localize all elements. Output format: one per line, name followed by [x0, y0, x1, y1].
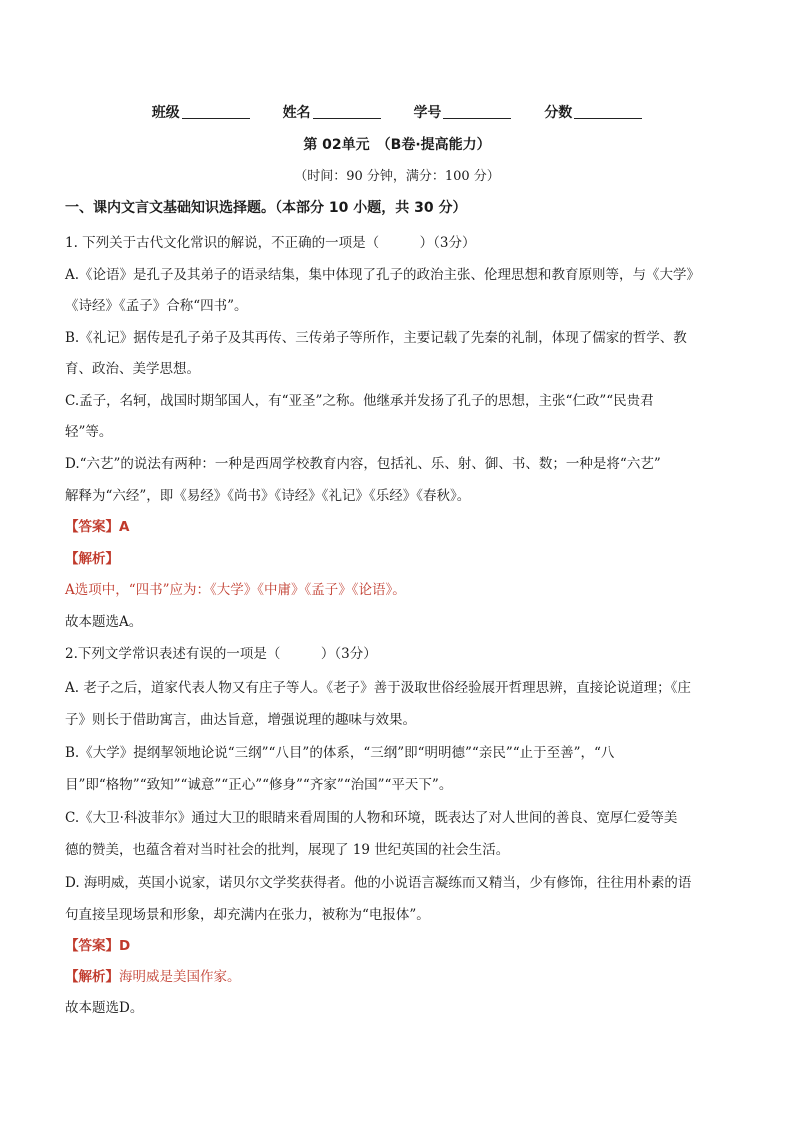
q2-analysis-label: 【解析】 — [65, 969, 119, 985]
q2-option-b-line2: 目”即“格物”“致知”“诚意”“正心”“修身”“齐家”“治国”“平天下”。 — [65, 777, 453, 793]
q1-analysis-text: A选项中，“四书”应为：《大学》《中庸》《孟子》《论语》。 — [65, 582, 406, 598]
q1-option-d-line2: 解释为“六经”，即《易经》《尚书》《诗经》《礼记》《乐经》《春秋》。 — [65, 488, 471, 504]
q2-analysis-text: 海明威是美国作家。 — [119, 969, 241, 985]
class-field[interactable]: 班级 — [152, 102, 250, 122]
q1-answer-label: 【答案】 — [65, 519, 119, 535]
name-blank[interactable] — [313, 104, 381, 119]
q2-conclusion: 故本题选D。 — [65, 1000, 144, 1016]
q1-option-b-line2: 育、政治、美学思想。 — [65, 361, 200, 377]
q1-option-c-line1: C.孟子，名轲，战国时期邹国人，有“亚圣”之称。他继承并发扬了孔子的思想，主张“仁政”“民贵君 — [65, 393, 654, 409]
section-heading: 一、课内文言文基础知识选择题。（本部分 10 小题，共 30 分） — [65, 200, 467, 216]
q1-analysis-label: 【解析】 — [65, 551, 119, 567]
name-field[interactable]: 姓名 — [283, 102, 381, 122]
q1-conclusion: 故本题选A。 — [65, 614, 143, 630]
q2-option-b-line1: B.《大学》提纲挈领地论说“三纲”“八目”的体系，“三纲”即“明明德”“亲民”“止于至善”，“八 — [65, 745, 615, 761]
q1-option-b-line1: B.《礼记》据传是孔子弟子及其再传、三传弟子等所作，主要记载了先秦的礼制，体现了儒家的哲学、教 — [65, 330, 687, 346]
q1-option-a-line2: 《诗经》《孟子》合称“四书”。 — [65, 298, 248, 314]
student-id-blank[interactable] — [443, 104, 511, 119]
q2-answer-value: D — [119, 938, 131, 954]
unit-title: 第 02单元 （B卷·提高能力） — [303, 137, 491, 153]
q2-stem: 2.下列文学常识表述有误的一项是（ ）（3分） — [65, 646, 377, 662]
q1-answer — [65, 515, 730, 535]
q2-answer-label: 【答案】 — [65, 938, 119, 954]
q1-option-a-line1: A.《论语》是孔子及其弟子的语录结集，集中体现了孔子的政治主张、伦理思想和教育原则等，与《大学》 — [65, 267, 701, 283]
q2-answer — [65, 934, 730, 954]
score-field[interactable]: 分数 — [544, 102, 642, 122]
q2-option-a-line1: A. 老子之后，道家代表人物又有庄子等人。《老子》善于汲取世俗经验展开哲理思辨，直接论说道理；《庄 — [65, 680, 691, 696]
q2-option-c-line2: 德的赞美，也蕴含着对当时社会的批判，展现了 19 世纪英国的社会生活。 — [65, 842, 510, 858]
q1-answer-value: A — [119, 519, 130, 535]
q1-option-d-line1: D.“六艺”的说法有两种：一种是西周学校教育内容，包括礼、乐、射、御、书、数；一种是将“六艺” — [65, 456, 661, 472]
q1-option-c-line2: 轻”等。 — [65, 424, 113, 440]
q2-option-d-line1: D. 海明威，英国小说家，诺贝尔文学奖获得者。他的小说语言凝练而又精当，少有修饰，往往用朴素的语 — [65, 875, 692, 891]
q2-option-a-line2: 子》则长于借助寓言，曲达旨意，增强说理的趣味与效果。 — [65, 712, 416, 728]
student-id-field[interactable]: 学号 — [413, 102, 511, 122]
q1-stem: 1. 下列关于古代文化常识的解说，不正确的一项是（ ）（3分） — [65, 235, 476, 251]
exam-time-subtitle: （时间：90 分钟，满分：100 分） — [294, 169, 500, 184]
q2-analysis — [65, 965, 730, 985]
q2-option-d-line2: 句直接呈现场景和形象，却充满内在张力，被称为“电报体”。 — [65, 907, 430, 923]
q2-option-c-line1: C.《大卫·科波菲尔》通过大卫的眼睛来看周围的人物和环境，既表达了对人世间的善良、宽厚仁爱等美 — [65, 810, 678, 826]
class-blank[interactable] — [182, 104, 250, 119]
score-blank[interactable] — [574, 104, 642, 119]
student-info-row — [0, 102, 794, 122]
